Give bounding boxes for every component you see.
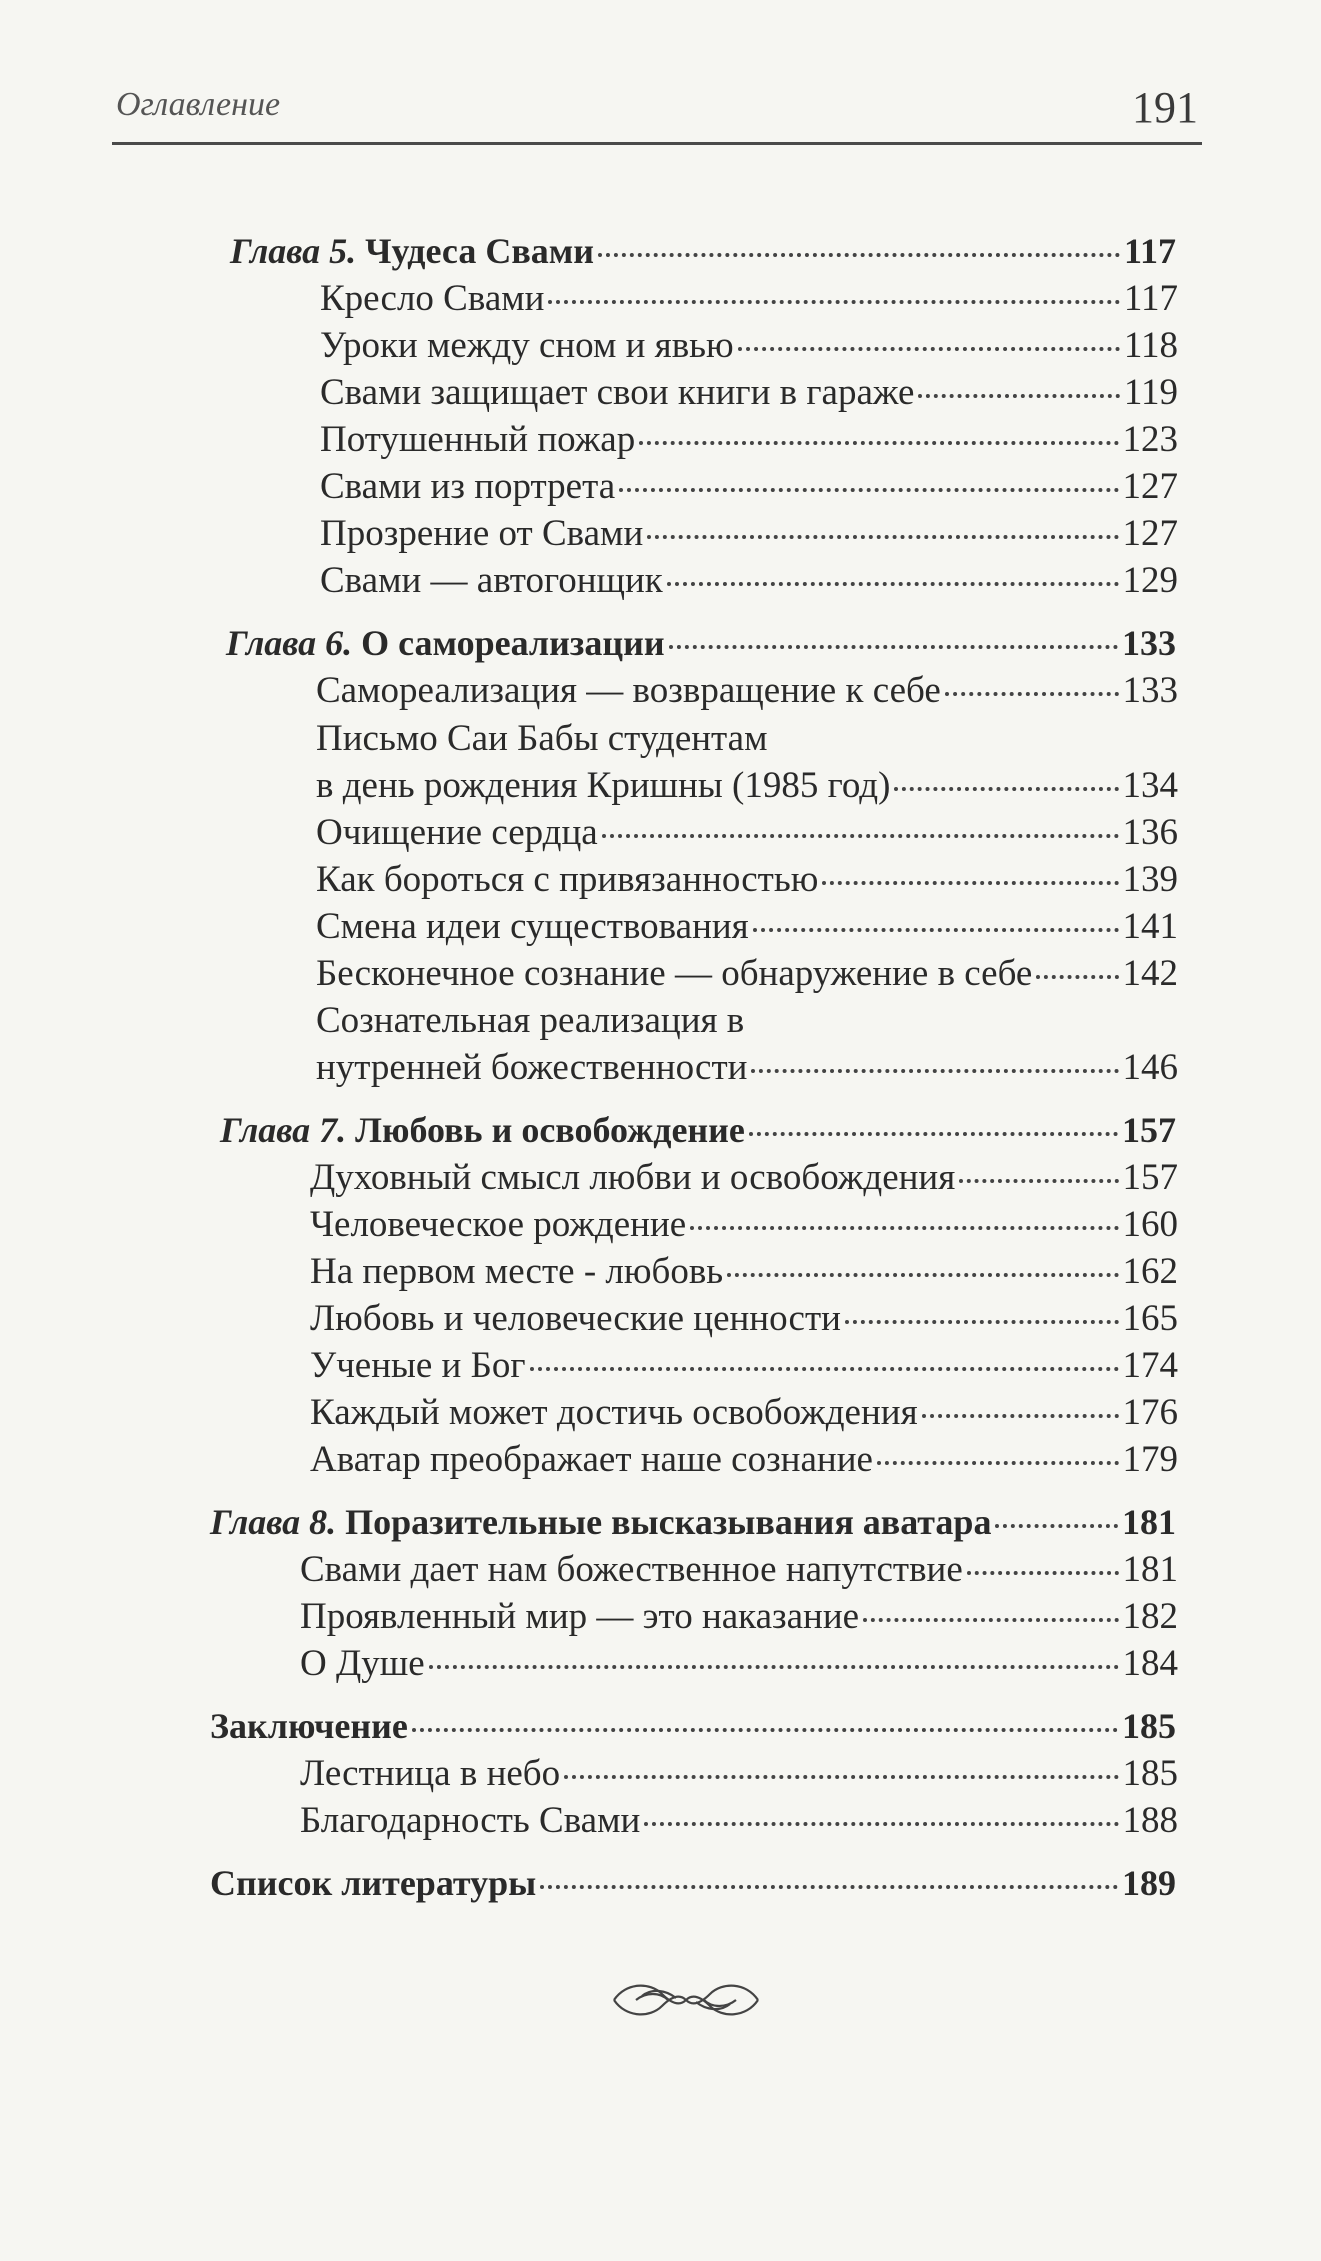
dot-leader [429, 1665, 1119, 1669]
toc-entry-row [300, 1595, 1178, 1643]
page-number: 191 [1132, 83, 1198, 132]
toc-entry-row [320, 559, 1178, 607]
dot-leader [1036, 975, 1118, 979]
dot-leader [412, 1728, 1118, 1732]
toc-entry-row [316, 669, 1178, 717]
toc-entry-title: Лестница в небо [300, 1753, 561, 1794]
dot-leader [822, 881, 1118, 885]
toc-entry-row [300, 1548, 1178, 1596]
toc-page-number: 160 [1122, 1204, 1178, 1245]
dot-leader [639, 441, 1118, 445]
dot-leader [918, 394, 1119, 398]
toc-page-number: 139 [1122, 859, 1178, 900]
chapter-title: Любовь и освобождение [355, 1110, 745, 1150]
toc-page-number: 157 [1122, 1157, 1178, 1198]
chapter-title: Поразительные высказывания аватара [345, 1502, 992, 1542]
toc-entry-row [316, 811, 1178, 859]
toc-entry-title: Ученые и Бог [310, 1345, 526, 1386]
toc-entry-row [316, 1046, 1178, 1094]
toc-page-number: 176 [1122, 1392, 1178, 1433]
toc-entry-title: Каждый может достичь освобождения [310, 1392, 918, 1433]
dot-leader [598, 253, 1120, 257]
toc-page-number: 188 [1122, 1800, 1178, 1841]
toc-page-number: 146 [1122, 1047, 1178, 1088]
chapter-title: Список литературы [210, 1863, 537, 1903]
dot-leader [877, 1461, 1119, 1465]
dot-leader [644, 1822, 1118, 1826]
toc-page-number: 181 [1122, 1549, 1178, 1590]
toc-page-number: 182 [1122, 1596, 1178, 1637]
dot-leader [548, 300, 1119, 304]
toc-entry-row [310, 1391, 1178, 1439]
toc-page-number: 117 [1123, 278, 1178, 319]
dot-leader [894, 787, 1118, 791]
toc-entry-row [310, 1203, 1178, 1251]
dot-leader [751, 1069, 1118, 1073]
toc-page-number: 142 [1122, 953, 1178, 994]
toc-entry-row [320, 418, 1178, 466]
toc-page-number: 141 [1122, 906, 1178, 947]
toc-entry-title-line: Письмо Саи Бабы студентам [316, 718, 768, 759]
dot-leader [647, 535, 1118, 539]
toc-entry-title: Любовь и человеческие ценности [310, 1298, 841, 1339]
toc-entry-title: Как бороться с привязанностью [316, 859, 819, 900]
toc-entry-title: Свами — автогонщик [320, 560, 663, 601]
toc-page-number: 119 [1123, 372, 1178, 413]
toc-entry-title: Кресло Свами [320, 278, 545, 319]
chapter-number: Глава 5. [230, 231, 357, 271]
toc-entry-title: Аватар преображает наше сознание [310, 1439, 873, 1480]
toc-page-number: 165 [1122, 1298, 1178, 1339]
toc-entry-title: Прозрение от Свами [320, 513, 644, 554]
dot-leader [540, 1885, 1118, 1889]
toc-entry-row [310, 1250, 1178, 1298]
toc-page-number: 189 [1122, 1863, 1176, 1903]
toc-page-number: 129 [1122, 560, 1178, 601]
toc-page-number: 117 [1123, 231, 1176, 271]
chapter-title: Заключение [210, 1706, 408, 1746]
toc-chapter-row [220, 1109, 1176, 1157]
dot-leader [564, 1775, 1118, 1779]
toc-page-number: 133 [1122, 623, 1176, 663]
toc-entry-title-line: Сознательная реализация в [316, 1000, 745, 1041]
toc-page-number: 127 [1122, 466, 1178, 507]
dot-leader [667, 582, 1119, 586]
dot-leader [845, 1320, 1119, 1324]
toc-entry-title: Очищение сердца [316, 812, 598, 853]
toc-entry-title: Проявленный мир — это наказание [300, 1596, 860, 1637]
chapter-number: Глава 8. [210, 1502, 337, 1542]
toc-entry-row [316, 905, 1178, 953]
toc-page-number: 179 [1122, 1439, 1178, 1480]
page-header [112, 72, 1202, 145]
toc-page-number: 185 [1122, 1706, 1176, 1746]
toc-entry-title: На первом месте - любовь [310, 1251, 724, 1292]
dot-leader [967, 1571, 1119, 1575]
toc-page-number: 157 [1122, 1110, 1176, 1150]
toc-entry-row [310, 1156, 1178, 1204]
dot-leader [738, 347, 1120, 351]
toc-entry-row [320, 371, 1178, 419]
toc-entry-title: Духовный смысл любви и освобождения [310, 1157, 956, 1198]
dot-leader [749, 1132, 1118, 1136]
toc-entry-title: Потушенный пожар [320, 419, 636, 460]
toc-entry-row [320, 465, 1178, 513]
toc-entry-title: Человеческое рождение [310, 1204, 687, 1245]
dot-leader [727, 1273, 1118, 1277]
toc-chapter-row [210, 1501, 1176, 1549]
toc-entry-row [300, 1799, 1178, 1847]
toc-entry-row [320, 277, 1178, 325]
dot-leader [995, 1524, 1118, 1528]
toc-entry-title: Уроки между сном и явью [320, 325, 734, 366]
toc-entry-title: Свами защищает свои книги в гараже [320, 372, 915, 413]
toc-entry-title: Свами из портрета [320, 466, 616, 507]
toc-entry-title: Самореализация — возвращение к себе [316, 670, 941, 711]
toc-entry-title: О Душе [300, 1643, 425, 1684]
toc-page-number: 162 [1122, 1251, 1178, 1292]
toc-entry-title: Бесконечное сознание — обнаружение в себе [316, 953, 1033, 994]
toc-entry-row [310, 1297, 1178, 1345]
toc-entry-row [310, 1344, 1178, 1392]
toc-entry-title: Свами дает нам божественное напутствие [300, 1549, 963, 1590]
ornament-flourish-icon [606, 1972, 766, 2028]
toc-page-number: 133 [1122, 670, 1178, 711]
toc-entry-row [316, 858, 1178, 906]
dot-leader [922, 1414, 1119, 1418]
toc-page-number: 184 [1122, 1643, 1178, 1684]
toc-entry-row [320, 324, 1178, 372]
dot-leader [530, 1367, 1119, 1371]
toc-page-number: 136 [1122, 812, 1178, 853]
dot-leader [619, 488, 1118, 492]
toc-entry-row [310, 1438, 1178, 1486]
toc-page-number: 118 [1123, 325, 1178, 366]
toc-entry-title: Смена идеи существования [316, 906, 749, 947]
dot-leader [690, 1226, 1118, 1230]
toc-entry-row [320, 512, 1178, 560]
toc-page-number: 127 [1122, 513, 1178, 554]
chapter-title: Чудеса Свами [365, 231, 595, 271]
dot-leader [669, 645, 1118, 649]
dot-leader [753, 928, 1119, 932]
toc-entry-row [316, 764, 1178, 812]
toc-chapter-row [210, 1705, 1176, 1753]
toc-entry-title: нутренней божественности [316, 1047, 748, 1088]
toc-page-number: 185 [1122, 1753, 1178, 1794]
dot-leader [863, 1618, 1118, 1622]
chapter-number: Глава 6. [226, 623, 353, 663]
toc-entry-row [300, 1642, 1178, 1690]
chapter-number: Глава 7. [220, 1110, 347, 1150]
toc-entry-title: Благодарность Свами [300, 1800, 641, 1841]
toc-page-number: 181 [1122, 1502, 1176, 1542]
toc-chapter-row [230, 230, 1176, 278]
toc-entry-title: в день рождения Кришны (1985 год) [316, 765, 891, 806]
dot-leader [959, 1179, 1118, 1183]
dot-leader [945, 692, 1119, 696]
running-title: Оглавление [116, 86, 281, 123]
chapter-title: О самореализации [361, 623, 665, 663]
dot-leader [602, 834, 1119, 838]
toc-page-number: 134 [1122, 765, 1178, 806]
toc-page-number: 174 [1122, 1345, 1178, 1386]
toc-page-number: 123 [1122, 419, 1178, 460]
toc-entry-row [300, 1752, 1178, 1800]
toc-chapter-row [210, 1862, 1176, 1910]
toc-chapter-row [226, 622, 1176, 670]
toc-entry-row [316, 952, 1178, 1000]
